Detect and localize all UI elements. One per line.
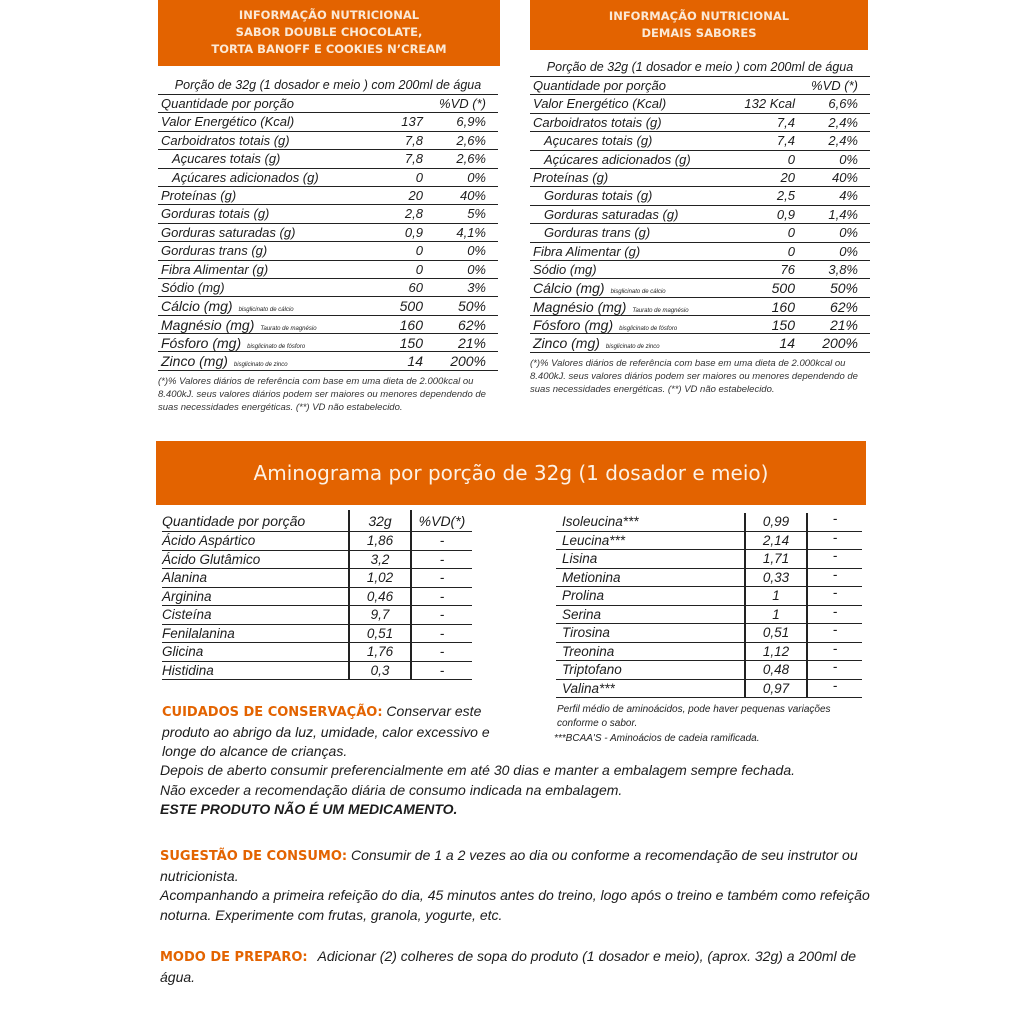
nutrient-value: 76 [780, 261, 795, 277]
care-opened-line: Depois de aberto consumir preferencialmente em até 30 dias e manter a embalagem sempre fechada. [160, 762, 796, 778]
aminogram-table-right [556, 513, 862, 698]
nutrition-row [530, 206, 870, 224]
column-name-header: Quantidade por porção [533, 78, 666, 93]
amino-row [162, 606, 472, 625]
nutrition-footnote: (*)% Valores diários de referência com base em uma dieta de 2.000kcal ou 8.400kJ. seus valores diários podem ser maiores ou menores dependendo de suas necessidades energéticas. (**) VD não estabelecido. [158, 375, 486, 413]
nutrient-name [530, 206, 735, 223]
amino-value: 0,51 [348, 625, 410, 643]
nutrient-vd: 40% [459, 187, 486, 203]
amino-name: Glicina [162, 644, 204, 659]
header-line: TORTA BANOFF E COOKIES N’CREAM [211, 42, 447, 56]
nutrient-vd: 0% [467, 169, 486, 185]
aminogram-header-row [162, 510, 472, 532]
nutrition-row [530, 95, 870, 113]
amino-row [162, 551, 472, 570]
amino-vd: - [410, 606, 472, 624]
nutrient-value: 7,8 [404, 132, 423, 148]
nutrient-source: Taurato de magnésio [632, 307, 689, 314]
nutrient-label: Gorduras trans (g) [161, 243, 268, 259]
amino-row [556, 513, 862, 532]
amino-vd: - [410, 643, 472, 661]
nutrient-value: 14 [779, 335, 795, 352]
nutrition-row [530, 298, 870, 316]
nutrient-name [158, 352, 363, 369]
amino-vd: - [806, 532, 862, 550]
amino-name: Serina [562, 606, 602, 622]
amino-name: Alanina [162, 570, 208, 585]
portion-line: Porção de 32g (1 dosador e meio ) com 200ml de água [158, 76, 498, 95]
amino-vd: - [806, 513, 862, 531]
nutrient-name [158, 279, 363, 296]
nutrient-label: Gorduras totais (g) [544, 188, 653, 204]
column-name-header: Quantidade por porção [162, 513, 306, 529]
amino-row [556, 603, 862, 625]
nutrition-row [158, 297, 498, 315]
nutrient-value: 160 [771, 298, 795, 315]
nutrient-vd: 6,6% [828, 96, 858, 112]
amino-value: 0,48 [744, 661, 806, 679]
nutrition-row [158, 261, 498, 279]
care-text: Conservar este produto ao abrigo da luz, umidade, calor excessivo e longe do alcance de crianças. [162, 703, 490, 759]
nutrient-label: Valor Energético (Kcal) [161, 114, 295, 130]
nutrition-table-right [530, 58, 870, 396]
amino-row [556, 661, 862, 680]
nutrition-row [158, 205, 498, 223]
amino-name: Fenilalanina [162, 625, 235, 641]
nutrient-vd: 3% [467, 279, 486, 295]
amino-value: 1,12 [744, 643, 806, 661]
nutrient-value: 0 [415, 261, 423, 277]
care-extra [160, 761, 880, 820]
medicine-warning: ESTE PRODUTO NÃO É UM MEDICAMENTO. [160, 801, 458, 817]
nutrient-label: Valor Energético (Kcal) [533, 96, 667, 112]
amino-vd: - [410, 588, 472, 606]
header-line: INFORMAÇÃO NUTRICIONAL [238, 8, 420, 22]
nutrient-label: Zinco (mg) [161, 353, 228, 370]
amino-name: Isoleucina*** [562, 514, 639, 529]
nutrition-row [158, 334, 498, 352]
nutrient-label: Fibra Alimentar (g) [533, 243, 641, 259]
nutrient-vd: 0% [839, 243, 858, 259]
nutrient-name [530, 132, 735, 149]
amino-value: 0,99 [744, 513, 806, 531]
nutrient-name [158, 113, 363, 130]
care-label: CUIDADOS DE CONSERVAÇÃO: [162, 705, 383, 720]
nutrient-name [158, 187, 363, 204]
amino-value: 1,76 [348, 643, 410, 661]
nutrient-source: bisglicinato de zinco [605, 344, 660, 351]
nutrient-vd: 50% [457, 298, 486, 315]
amino-value: 0,51 [744, 624, 806, 642]
suggestion-text-2: Acompanhando a primeira refeição do dia, 45 minutos antes do treino, logo após o treino e também como refeição noturna. Experimente com frutas, granola, yogurte, etc. [160, 887, 870, 923]
nutrient-value: 14 [407, 353, 423, 370]
amino-vd: - [806, 624, 862, 642]
nutrient-label: Cálcio (mg) [533, 280, 605, 297]
nutrient-name [530, 95, 735, 112]
amino-value: 0,33 [744, 569, 806, 587]
amino-name: Metionina [562, 569, 621, 585]
amino-value: 1,86 [348, 532, 410, 550]
amino-name: Ácido Glutâmico [162, 551, 261, 567]
amino-vd: - [806, 643, 862, 661]
nutrient-label: Açúcares adicionados (g) [544, 151, 691, 167]
amino-name: Arginina [162, 588, 212, 604]
nutrient-value: 150 [399, 335, 423, 352]
nutrient-value: 2,8 [404, 206, 423, 222]
nutrition-row [158, 224, 498, 242]
nutrient-value: 20 [780, 169, 795, 185]
aminogram-profile-note: Perfil médio de aminoácidos, pode haver pequenas variações conforme o sabor. [557, 704, 831, 729]
nutrition-row [530, 114, 870, 132]
nutrient-value: 7,8 [404, 151, 423, 167]
aminogram-bcaa-note: ***BCAA'S - Aminoácios de cadeia ramificada. [554, 733, 760, 744]
nutrition-row [158, 150, 498, 168]
nutrient-label: Gorduras saturadas (g) [161, 224, 296, 240]
nutrient-value: 20 [408, 187, 423, 203]
nutrient-vd: 3,8% [828, 261, 858, 277]
nutrient-name [530, 334, 735, 351]
nutrient-source: bisglicinato de cálcio [610, 289, 666, 296]
amino-row [556, 529, 862, 551]
nutrient-label: Cálcio (mg) [161, 298, 233, 315]
column-vd-header: %VD(*) [410, 510, 472, 531]
amino-value: 1,71 [744, 550, 806, 568]
nutrition-row [530, 261, 870, 279]
nutrient-name [530, 316, 735, 333]
nutrient-label: Zinco (mg) [533, 335, 600, 352]
care-section [162, 702, 492, 762]
amino-row [556, 550, 862, 569]
amino-name: Treonina [562, 643, 615, 659]
nutrient-label: Proteínas (g) [161, 187, 237, 203]
amino-vd: - [410, 569, 472, 587]
column-value-header: 32g [348, 510, 410, 531]
header-line: SABOR DOUBLE CHOCOLATE, [235, 25, 423, 39]
nutrient-value: 150 [771, 317, 795, 334]
amino-vd: - [410, 625, 472, 643]
nutrient-name [530, 187, 735, 204]
preparation-label: MODO DE PREPARO: [160, 950, 308, 965]
amino-name: Leucina*** [562, 532, 626, 548]
amino-vd: - [806, 569, 862, 587]
nutrient-vd: 200% [450, 353, 486, 370]
nutrition-row [530, 132, 870, 150]
nutrient-value: 0,9 [404, 224, 423, 240]
nutrient-vd: 50% [829, 280, 858, 297]
nutrient-vd: 0% [467, 261, 486, 277]
nutrient-label: Gorduras trans (g) [544, 225, 651, 241]
amino-row [162, 662, 472, 681]
amino-vd: - [806, 606, 862, 624]
amino-value: 3,2 [348, 551, 410, 569]
nutrition-row [530, 279, 870, 297]
nutrient-value: 0,9 [776, 206, 795, 222]
nutrient-label: Proteínas (g) [533, 169, 609, 185]
nutrient-value: 500 [771, 280, 795, 297]
nutrient-value: 160 [399, 316, 423, 333]
amino-row [556, 624, 862, 643]
amino-row [556, 677, 862, 699]
left-panel-header [158, 0, 500, 66]
amino-vd: - [410, 532, 472, 550]
nutrition-footnote: (*)% Valores diários de referência com base em uma dieta de 2.000kcal ou 8.400kJ. seus valores diários podem ser maiores ou menores dependendo de suas necessidades energéticas. (**) VD não estabelecido. [530, 357, 858, 395]
amino-name: Lisina [562, 551, 598, 566]
amino-name: Tirosina [562, 625, 610, 640]
amino-vd: - [806, 680, 862, 698]
aminogram-title: Aminograma por porção de 32g (1 dosador e meio) [253, 461, 769, 485]
nutrition-header-row [158, 95, 498, 113]
amino-row [162, 643, 472, 662]
amino-vd: - [410, 551, 472, 569]
nutrient-name [158, 132, 363, 149]
nutrient-name [530, 298, 735, 315]
amino-name: Prolina [562, 588, 605, 603]
amino-row [162, 569, 472, 588]
nutrient-label: Sódio (mg) [161, 279, 225, 295]
amino-row [556, 640, 862, 662]
nutrient-vd: 2,4% [828, 114, 858, 130]
nutrient-value: 500 [399, 298, 423, 315]
preparation-text: Adicionar (2) colheres de sopa do produto (1 dosador e meio), (aprox. 32g) a 200ml de água. [160, 948, 857, 985]
nutrition-row [530, 169, 870, 187]
nutrient-vd: 200% [822, 335, 858, 352]
nutrient-name [158, 169, 363, 186]
amino-name: Ácido Aspártico [162, 533, 256, 548]
nutrient-source: bisglicinato de fósforo [247, 344, 306, 351]
amino-row [162, 588, 472, 607]
nutrition-row [158, 169, 498, 187]
nutrient-vd: 5% [467, 206, 486, 222]
nutrient-value: 0 [415, 243, 423, 259]
nutrient-source: Taurato de magnésio [260, 325, 317, 332]
nutrient-name [530, 224, 735, 241]
amino-value: 0,3 [348, 662, 410, 680]
nutrient-vd: 21% [829, 317, 858, 334]
amino-vd: - [806, 661, 862, 679]
nutrition-header-row [530, 77, 870, 95]
nutrient-value: 0 [415, 169, 423, 185]
column-vd-header: %VD (*) [811, 78, 858, 93]
nutrient-value: 7,4 [776, 114, 795, 130]
nutrient-source: bisglicinato de fósforo [619, 326, 678, 333]
amino-name: Histidina [162, 662, 214, 678]
nutrient-label: Fibra Alimentar (g) [161, 261, 269, 277]
header-line: DEMAIS SABORES [641, 26, 757, 40]
nutrient-label: Magnésio (mg) [161, 316, 255, 333]
amino-vd: - [410, 662, 472, 680]
nutrient-value: 0 [787, 151, 795, 167]
nutrient-vd: 2,6% [456, 132, 486, 148]
nutrient-vd: 21% [457, 335, 486, 352]
nutrient-name [530, 151, 735, 168]
nutrient-vd: 2,4% [828, 133, 858, 149]
nutrient-label: Açucares totais (g) [172, 151, 281, 167]
nutrient-value: 60 [408, 279, 423, 295]
nutrient-name [158, 297, 363, 314]
nutrient-label: Açúcares adicionados (g) [172, 169, 319, 185]
nutrient-label: Carboidratos totais (g) [533, 114, 662, 130]
nutrient-vd: 4,1% [456, 224, 486, 240]
amino-vd: - [806, 550, 862, 568]
amino-vd: - [806, 587, 862, 605]
nutrient-label: Fósforo (mg) [161, 335, 242, 352]
nutrition-row [158, 132, 498, 150]
nutrient-value: 2,5 [776, 188, 795, 204]
amino-row [556, 587, 862, 606]
nutrient-value: 132 Kcal [744, 96, 795, 112]
nutrient-vd: 4% [839, 188, 858, 204]
nutrient-name [158, 261, 363, 278]
nutrient-vd: 62% [829, 298, 858, 315]
nutrient-vd: 1,4% [828, 206, 858, 222]
amino-value: 0,97 [744, 680, 806, 698]
nutrient-name [158, 334, 363, 351]
nutrition-row [530, 334, 870, 352]
suggestion-text: Consumir de 1 a 2 vezes ao dia ou conforme a recomendação de seu instrutor ou nutricionista. [160, 847, 858, 884]
nutrition-table-left [158, 76, 498, 414]
nutrition-row [158, 242, 498, 260]
nutrition-row [158, 316, 498, 334]
column-vd-header: %VD (*) [439, 96, 486, 111]
nutrient-value: 7,4 [776, 133, 795, 149]
aminogram-notes [554, 703, 874, 746]
nutrient-name [530, 279, 735, 296]
nutrient-vd: 2,6% [456, 151, 486, 167]
nutrient-name [530, 243, 735, 260]
nutrient-value: 137 [401, 114, 423, 130]
amino-value: 2,14 [744, 532, 806, 550]
nutrient-vd: 0% [839, 225, 858, 241]
preparation-section [160, 947, 880, 987]
amino-value: 1,02 [348, 569, 410, 587]
right-panel-header [530, 0, 868, 50]
header-line: INFORMAÇÃO NUTRICIONAL [608, 9, 790, 23]
nutrient-source: bisglicinato de zinco [233, 362, 288, 369]
nutrient-vd: 40% [831, 169, 858, 185]
amino-name: Valina*** [562, 680, 615, 696]
nutrient-label: Fósforo (mg) [533, 317, 614, 334]
aminogram-header [156, 441, 866, 505]
amino-row [162, 625, 472, 644]
nutrition-row [530, 151, 870, 169]
nutrient-name [530, 114, 735, 131]
care-dose-line: Não exceder a recomendação diária de consumo indicada na embalagem. [160, 781, 623, 798]
nutrition-row [530, 187, 870, 205]
nutrition-row [158, 279, 498, 297]
aminogram-table-left [162, 510, 472, 680]
nutrient-name [530, 169, 735, 186]
amino-row [556, 566, 862, 588]
amino-value: 9,7 [348, 606, 410, 624]
amino-name: Triptofano [562, 662, 622, 677]
nutrient-vd: 0% [467, 243, 486, 259]
nutrient-label: Carboidratos totais (g) [161, 132, 290, 148]
nutrient-label: Açucares totais (g) [544, 133, 653, 149]
column-name-header: Quantidade por porção [161, 96, 294, 111]
column-value-header [735, 77, 795, 94]
amino-value: 0,46 [348, 588, 410, 606]
amino-name: Cisteína [162, 607, 212, 622]
nutrition-row [530, 224, 870, 242]
nutrition-row [530, 316, 870, 334]
nutrient-value: 0 [787, 243, 795, 259]
nutrient-name [158, 316, 363, 333]
amino-row [162, 532, 472, 551]
nutrient-vd: 62% [457, 316, 486, 333]
suggestion-section [160, 846, 880, 925]
nutrition-row [158, 113, 498, 131]
nutrient-label: Gorduras totais (g) [161, 206, 270, 222]
nutrient-label: Sódio (mg) [533, 261, 597, 277]
nutrient-vd: 0% [839, 151, 858, 167]
nutrient-source: bisglicinato de cálcio [238, 307, 294, 314]
nutrient-name [158, 224, 363, 241]
column-value-header [363, 95, 423, 112]
suggestion-label: SUGESTÃO DE CONSUMO: [160, 849, 348, 864]
nutrient-vd: 6,9% [456, 114, 486, 130]
nutrient-value: 0 [787, 225, 795, 241]
nutrient-label: Magnésio (mg) [533, 298, 627, 315]
nutrient-name [158, 242, 363, 259]
nutrition-row [530, 243, 870, 261]
nutrient-name [158, 205, 363, 222]
amino-value: 1 [744, 606, 806, 624]
portion-line: Porção de 32g (1 dosador e meio ) com 200ml de água [530, 58, 870, 77]
nutrition-row [158, 352, 498, 370]
nutrient-name [158, 150, 363, 167]
nutrition-row [158, 187, 498, 205]
nutrient-name [530, 261, 735, 278]
amino-value: 1 [744, 587, 806, 605]
nutrient-label: Gorduras saturadas (g) [544, 206, 679, 222]
